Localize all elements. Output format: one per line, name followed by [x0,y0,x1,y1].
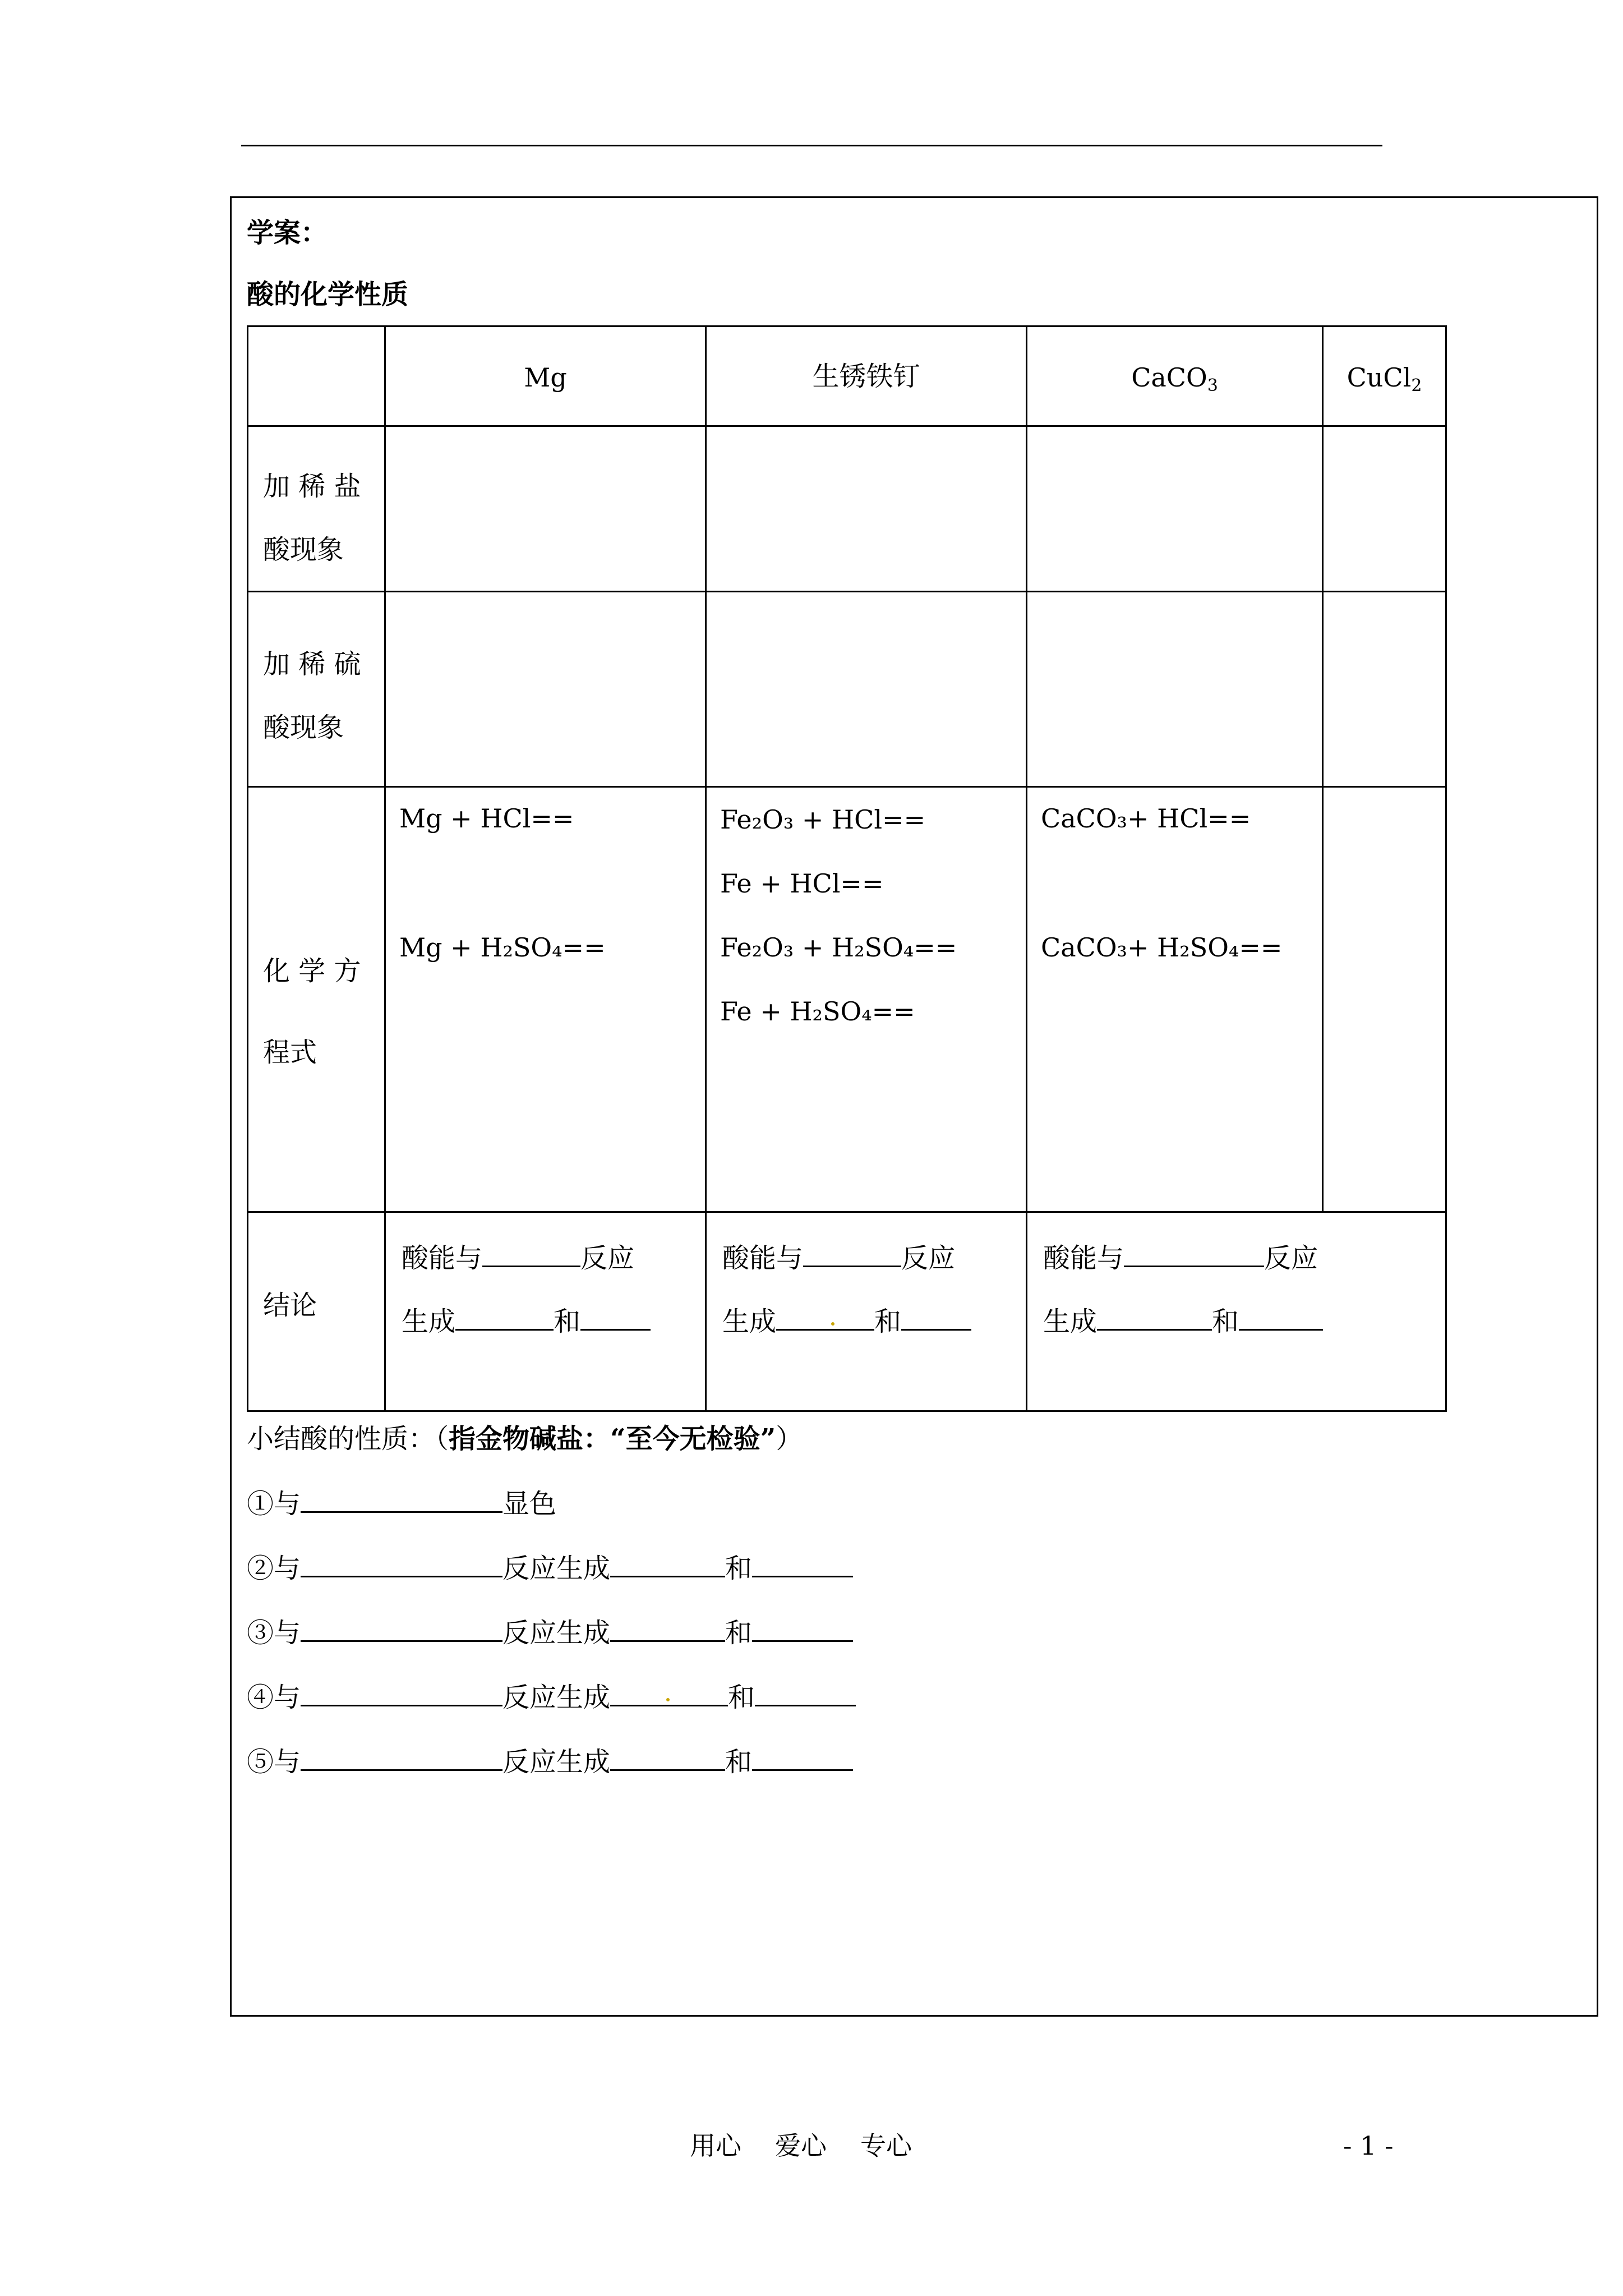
blank[interactable] [803,1241,901,1267]
summary-item-2: ②与 反应生成 和 [247,1551,853,1585]
blank[interactable] [301,1551,502,1577]
cell-mg-h2so4[interactable] [385,592,706,787]
footer-slogan: 用心 爱心 专心 [690,2131,912,2161]
blank[interactable] [752,1616,853,1642]
cell-nail-conclusion[interactable]: 酸能与 反应 生成 和 [706,1212,1027,1411]
equation-fe-h2so4: Fe + H₂SO₄== [720,996,915,1027]
cell-caco3-h2so4[interactable] [1027,592,1323,787]
blank[interactable] [301,1487,502,1513]
cell-caco3-hcl[interactable] [1027,426,1323,592]
summary-item-3: ③与 反应生成 和 [247,1616,853,1650]
blank[interactable] [610,1551,725,1577]
col-header-mg: Mg [385,326,706,426]
blank[interactable] [580,1304,651,1331]
col-header-caco3: CaCO$_3$ [1027,326,1323,426]
row-label-equations: 化 学 方 程式 [248,787,385,1212]
table-row-hcl [248,426,1446,592]
blank[interactable] [1239,1304,1323,1331]
blank[interactable] [755,1680,856,1706]
blank[interactable] [301,1680,502,1706]
blank[interactable] [776,1304,874,1331]
table-row-h2so4 [248,592,1446,787]
cell-cucl2-h2so4[interactable] [1323,592,1446,787]
cell-mg-hcl[interactable] [385,426,706,592]
blank[interactable] [1097,1304,1212,1331]
summary-item-5: ⑤与 反应生成 和 [247,1745,853,1779]
row-label-conclusion: 结论 [248,1212,385,1411]
cell-caco3-conclusion[interactable]: 酸能与 反应 生成 和 [1027,1212,1446,1411]
table-row-conclusion [248,1212,1446,1411]
row-label-h2so4: 加 稀 硫 酸现象 [248,592,385,787]
table-row-equations [248,787,1446,1212]
equation-mg-h2so4: Mg + H₂SO₄== [399,932,606,963]
table-header-row [248,326,1446,426]
cell-mg-equations[interactable] [385,787,706,1212]
row-label-hcl: 加 稀 盐 酸现象 [248,426,385,592]
blank[interactable] [752,1745,853,1771]
equation-caco3-h2so4: CaCO₃+ H₂SO₄== [1041,932,1283,963]
corner-cell [248,326,385,426]
blank[interactable] [752,1551,853,1577]
blank[interactable] [610,1680,728,1706]
equation-fe-hcl: Fe + HCl== [720,868,884,899]
equation-mg-hcl: Mg + HCl== [399,803,574,834]
equation-fe2o3-h2so4: Fe₂O₃ + H₂SO₄== [720,932,957,963]
blank[interactable] [901,1304,971,1331]
blank[interactable] [482,1241,580,1267]
header-rule [241,145,1382,146]
summary-item-1: ①与 显色 [247,1487,556,1521]
blank[interactable] [301,1745,502,1771]
cell-cucl2-hcl[interactable] [1323,426,1446,592]
equation-caco3-hcl: CaCO₃+ HCl== [1041,803,1251,834]
subheading: 酸的化学性质 [247,279,409,310]
cell-nail-equations[interactable] [706,787,1027,1212]
summary-item-4: ④与 反应生成 和 [247,1680,856,1714]
cell-nail-hcl[interactable] [706,426,1027,592]
cell-cucl2-equations[interactable] [1323,787,1446,1212]
blank[interactable] [1124,1241,1264,1267]
page-number: - 1 - [1343,2131,1394,2161]
blank[interactable] [610,1616,725,1642]
equation-fe2o3-hcl: Fe₂O₃ + HCl== [720,804,926,835]
summary-title: 小结酸的性质：（指金物碱盐：“至今无检验”） [247,1423,803,1455]
col-header-cucl2: CuCl$_2$ [1323,326,1446,426]
cell-nail-h2so4[interactable] [706,592,1027,787]
blank[interactable] [455,1304,554,1331]
heading: 学案： [247,217,328,249]
cell-mg-conclusion[interactable]: 酸能与 反应 生成 和 [385,1212,706,1411]
cell-caco3-equations[interactable] [1027,787,1323,1212]
blank[interactable] [301,1616,502,1642]
blank[interactable] [610,1745,725,1771]
acid-properties-table [247,325,1447,1412]
col-header-rusty-nail: 生锈铁钉 [706,326,1027,426]
